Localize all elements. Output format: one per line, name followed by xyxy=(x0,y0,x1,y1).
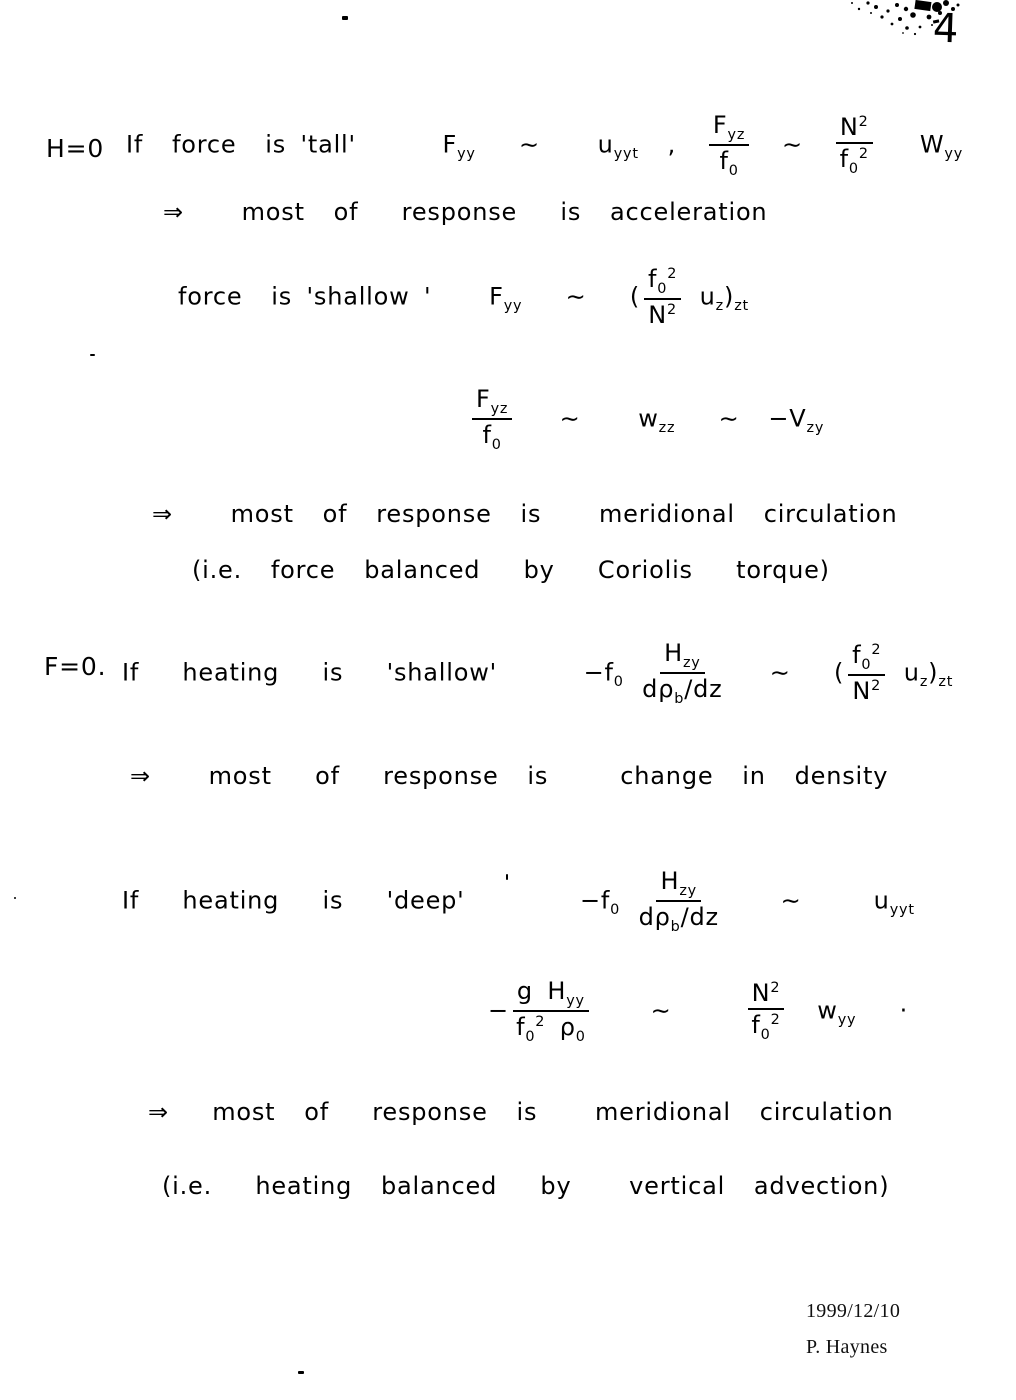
line-response-meridional-1: ⇒ most of response is meridional circulation xyxy=(152,500,898,528)
line-fyz-relation: $\frac{F_{yz}}{f_0}$ ∼ $w_{zz}$ ∼ $-V_{zy}$ xyxy=(468,386,824,453)
fraction: $\frac{N^2}{f_0^2}$ xyxy=(836,114,873,177)
fraction: $\frac{H_{zy}}{d\rho_b/dz}$ xyxy=(642,639,723,707)
line-heating-shallow: If heating is 'shallow' $-f_0$ $\frac{H_{zy}}{d\rho_b/dz}$ ∼ ( $\frac{f_0^2}{N^2}$ $u_z)_{zt}$ xyxy=(122,639,954,707)
fraction: $\frac{F_{yz}}{f_0}$ xyxy=(709,112,749,179)
fraction: $\frac{N^2}{f_0^2}$ xyxy=(748,980,785,1043)
ink-speck xyxy=(90,354,95,356)
margin-label-h0: H=0 xyxy=(46,134,105,163)
footer-date: 1999/12/10 xyxy=(806,1300,901,1322)
fraction: $\frac{f_0^2}{N^2}$ xyxy=(644,266,681,329)
line-response-acceleration: ⇒ most of response is acceleration xyxy=(163,198,768,226)
page-number: 4 xyxy=(932,5,960,53)
line-heating-deep: If heating is 'deep' $-f_0$ $\frac{H_{zy}}{d\rho_b/dz}$ ∼ $u_{yyt}$ xyxy=(122,867,915,935)
fraction: $\frac{f_0^2}{N^2}$ xyxy=(848,642,885,705)
line-coriolis-torque: (i.e. force balanced by Coriolis torque) xyxy=(192,556,830,584)
line-force-tall: If force is 'tall' $F_{yy}$ ∼ $u_{yyt}$ , $\frac{F_{yz}}{f_0}$ ∼ $\frac{N^2}{f_0^2}$ $W_{yy}$ xyxy=(126,111,964,179)
fraction: $\frac{F_{yz}}{f_0}$ xyxy=(472,386,512,453)
ink-speck xyxy=(298,1371,304,1374)
line-force-shallow: force is 'shallow ' $F_{yy}$ ∼ ( $\frac{f_0^2}{N^2}$ $u_z)_{zt}$ xyxy=(178,265,749,329)
line-response-meridional-2: ⇒ most of response is meridional circulation xyxy=(148,1098,894,1126)
line-ghyy-relation: − $\frac{g H_{yy}}{f_0^2 \rho_0}$ ∼ $\frac{N^2}{f_0^2}$ $w_{yy}$ · xyxy=(488,977,909,1045)
margin-label-f0: F=0. xyxy=(44,652,107,681)
fraction: $\frac{g H_{yy}}{f_0^2 \rho_0}$ xyxy=(513,978,589,1045)
ink-speck xyxy=(14,897,16,899)
line-vertical-advection: (i.e. heating balanced by vertical advection) xyxy=(162,1172,890,1200)
ink-speck xyxy=(342,16,348,20)
fraction: $\frac{H_{zy}}{d\rho_b/dz}$ xyxy=(638,867,719,935)
footer-author: P. Haynes xyxy=(806,1336,888,1358)
line-response-density: ⇒ most of response is change in density xyxy=(130,762,889,790)
